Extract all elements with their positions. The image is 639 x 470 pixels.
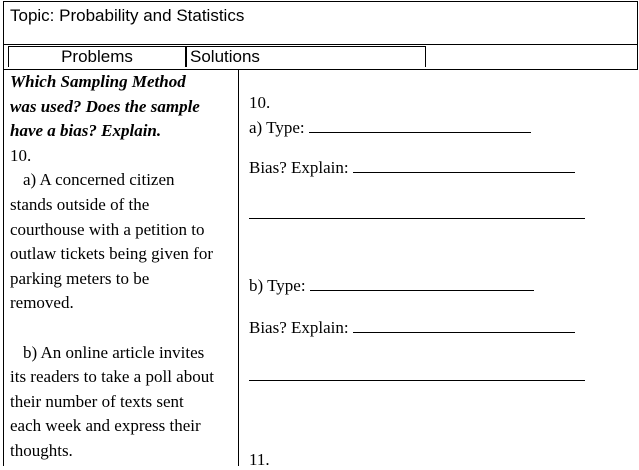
table-left-border [3,70,4,466]
b-bias-row [249,318,575,338]
spacer [10,316,236,341]
part-b-line-2: its readers to take a poll about [10,367,214,387]
b-bias-label: Bias? Explain: [249,318,349,337]
part-b-line-4: each week and express their [10,416,201,436]
question-title-line-2: was used? Does the sample [10,96,200,116]
part-a-line-5: parking meters to be [10,268,150,288]
part-a-line-6: removed. [10,293,74,313]
b-bias-answer-line[interactable] [353,318,575,333]
column-header-row [3,45,638,70]
part-b-line-3: their number of texts sent [10,391,184,411]
b-type-row [249,276,534,296]
a-bias-row [249,158,575,178]
part-b-line-1: b) An online article invites [23,342,205,362]
a-type-answer-line[interactable] [309,118,531,133]
a-bias-label: Bias? Explain: [249,158,349,177]
tab-problems[interactable]: Problems [8,46,186,67]
part-a-line-3: courthouse with a petition to [10,219,205,239]
topic-title: Topic: Probability and Statistics [10,6,245,25]
b-explain-answer-line[interactable] [249,380,585,381]
part-a-line-1: a) A concerned citizen [23,170,175,190]
next-problem-number: 11. [249,450,270,469]
problem-number: 10. [10,145,32,165]
a-explain-answer-line[interactable] [249,218,585,219]
a-type-row [249,118,531,138]
part-a-line-4: outlaw tickets being given for [10,244,214,264]
column-divider [238,70,239,466]
a-bias-answer-line[interactable] [353,158,575,173]
question-title-line-1: Which Sampling Method [10,72,186,91]
solution-number: 10. [249,93,271,112]
problems-column [10,70,236,464]
question-title-line-3: have a bias? Explain. [10,121,162,141]
b-type-answer-line[interactable] [310,276,534,291]
tab-solutions[interactable]: Solutions [186,46,426,67]
topic-header [3,1,638,45]
part-a-line-2: stands outside of the [10,194,150,214]
part-b-line-5: thoughts. [10,440,73,460]
a-type-label: a) Type: [249,118,305,137]
b-type-label: b) Type: [249,276,306,295]
